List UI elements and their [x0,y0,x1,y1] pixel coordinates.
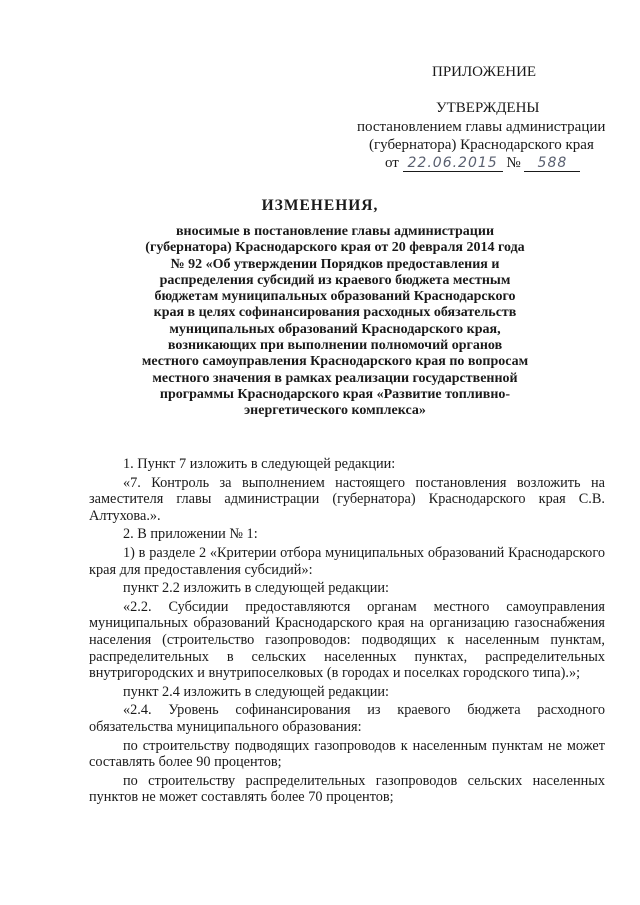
appendix-label: ПРИЛОЖЕНИЕ [432,64,537,80]
handwritten-number: 588 [537,155,568,171]
handwritten-date: 22.06.2015 [407,155,498,171]
approval-date-line [385,154,580,172]
date-field [403,155,503,172]
approval-line-1: постановлением главы администрации [357,119,606,135]
paragraph-10: по строительству распределительных газопроводов сельских населенных пунктов не может составлять более 70 процентов; [89,772,605,806]
date-prefix: от [385,155,399,171]
paragraph-4: 1) в разделе 2 «Критерии отбора муниципальных образований Краснодарского края для предоставления субсидий»: [89,544,605,578]
paragraph-6: «2.2. Субсидии предоставляются органам местного самоуправления муниципальных образований Краснодарского края на организацию газоснабжения населения (строительство газопроводов: подводящих к населенным пунктам, распределительных в сельских населенных пунктах, распределительных внутригородских и внутрипоселковых (в городах и поселках городского типа).»; [89,598,605,682]
paragraph-3: 2. В приложении № 1: [123,526,258,543]
paragraph-7: пункт 2.4 изложить в следующей редакции: [123,683,390,700]
number-field [524,155,580,172]
approved-label: УТВЕРЖДЕНЫ [436,100,540,116]
paragraph-9: по строительству подводящих газопроводов к населенным пунктам не может составлять более 90 процентов; [89,737,605,771]
approval-line-2: (губернатора) Краснодарского края [369,137,594,153]
paragraph-8: «2.4. Уровень софинансирования из краевого бюджета расходного обязательства муниципального образования: [89,702,605,735]
paragraph-1: 1. Пункт 7 изложить в следующей редакции: [123,456,396,472]
document-body [89,456,605,806]
document-title: ИЗМЕНЕНИЯ, [261,197,379,214]
number-prefix: № [506,155,521,171]
document-subtitle: вносимые в постановление главы администрации (губернатора) Краснодарского края от 20 февраля 2014 года № 92 «Об утверждении Порядков предоставления и распределения субсидий из краевого бюджета местным бюджетам муниципальных образований Краснодарского края в целях софинансирования расходных обязательств муниципальных образований Краснодарского края, возникающих при выполнении полномочий органов местного самоуправления Краснодарского края по вопросам местного значения в рамках реализации государственной программы Краснодарского края «Развитие топливно-энергетического комплекса» [141,224,529,419]
paragraph-5: пункт 2.2 изложить в следующей редакции: [123,580,390,597]
paragraph-2: «7. Контроль за выполнением настоящего постановления возложить на заместителя главы администрации (губернатора) Краснодарского края С.В. Алтухова.». [89,474,605,524]
